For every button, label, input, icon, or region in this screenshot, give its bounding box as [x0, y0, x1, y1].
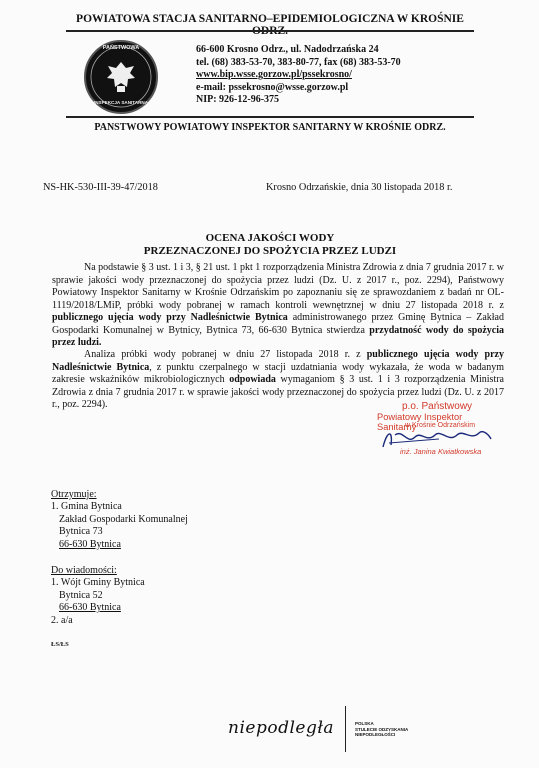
cc-line: 66-630 Bytnica	[59, 602, 121, 614]
p1-bold-2: przydatność wody do spożycia przez ludzi.	[52, 324, 504, 348]
stamp-line-3: w Krośnie Odrzańskim	[405, 422, 476, 429]
p2-bold-2: odpowiada	[229, 374, 276, 385]
document-title	[60, 232, 480, 258]
p1-text-2: administrowanego przez Gminę Bytnica – Zakład Gospodarki Komunalnej w Bytnicy, Bytnica 73, 66-630 Bytnica stwierdza	[52, 312, 504, 336]
contact-block	[196, 44, 401, 107]
header-divider-top	[66, 30, 474, 32]
cc-header: Do wiadomości:	[51, 565, 117, 576]
cc-line: 2. a/a	[51, 614, 73, 626]
p1-bold-1: publicznego ujęcia wody przy Nadleśnictwie Bytnica	[52, 312, 288, 323]
p2-text-3: wymaganiom § 3 ust. 1 i 3 rozporządzenia Ministra Zdrowia z dnia 7 grudnia 2017 r. w sprawie jakości wody przeznaczonej do spożycia przez ludzi (Dz. U. z 2017 r., poz. 2294).	[52, 374, 504, 410]
institution-name: POWIATOWA STACJA SANITARNO–EPIDEMIOLOGICZNA W KROŚNIE	[76, 13, 464, 25]
p2-text-1: Analiza próbki wody pobranej w dniu 27 listopada 2018 r. z	[84, 349, 367, 360]
p2-bold-1: publicznego ujęcia wody przy Nadleśnictwie Bytnica	[52, 349, 504, 373]
footer-text-line: POLSKA	[355, 721, 374, 726]
paragraph-1	[52, 262, 504, 350]
inspector-name: PANSTWOWY POWIATOWY INSPEKTOR SANITARNY W KROŚNIE ODRZ.	[94, 122, 446, 133]
recipient-line: 66-630 Bytnica	[59, 538, 121, 550]
title-line-2: PRZEZNACZONEJ DO SPOŻYCIA PRZEZ LUDZI	[143, 245, 397, 257]
contact-phone: tel. (68) 383-53-70, 383-80-77, fax (68) 383-53-70	[196, 56, 401, 68]
cc-block	[51, 565, 145, 627]
p2-text-2: , z punktu czerpalnego w stacji uzdatniania wody wykazała, że woda w badanym zakresie wskaźników mikrobiologicznych	[52, 361, 505, 385]
recipient-line: Zakład Gospodarki Komunalnej	[59, 513, 188, 525]
signatory-name: inż. Janina Kwiatkowska	[400, 447, 482, 456]
cc-line: Bytnica 52	[59, 589, 103, 601]
recipients-header: Otrzymuje:	[51, 489, 97, 500]
inspection-seal	[84, 40, 158, 114]
contact-address: 66-600 Krosno Odrz., ul. Nadodrzańska 24	[196, 44, 379, 55]
contact-nip: NIP: 926-12-96-375	[196, 94, 280, 106]
recipient-line: Bytnica 73	[59, 526, 103, 538]
reference-number: NS-HK-530-III-39-47/2018	[43, 182, 158, 193]
recipients-block	[51, 489, 188, 551]
place-date: Krosno Odrzańskie, dnia 30 listopada 2018 r.	[266, 182, 453, 193]
niepodlegla-logo: niepodległa	[228, 718, 334, 738]
recipient-line: 1. Gmina Bytnica	[51, 501, 122, 513]
contact-website-link[interactable]: www.bip.wsse.gorzow.pl/pssekrosno/	[196, 69, 352, 81]
stamp-line-1: p.o. Państwowy	[402, 401, 473, 412]
title-line-1: OCENA JAKOŚCI WODY	[205, 232, 335, 244]
footer-text	[355, 721, 408, 738]
header-divider-bottom	[66, 116, 474, 118]
footer-text-line: STULECIE ODZYSKANIA	[355, 726, 409, 732]
seal-text-top: PAŃSTWOWA	[102, 45, 140, 51]
cc-line: 1. Wójt Gminy Bytnica	[51, 577, 145, 589]
p1-text-1: Na podstawie § 3 ust. 1 i 3, § 21 ust. 1 pkt 1 rozporządzenia Ministra Zdrowia z dnia 7 grudnia 2017 r. w sprawie jakości wody przeznaczonej do spożycia przez ludzi (Dz. U. z 2017 r., poz. 2294), Państwowy Powiatowy Inspektor Sanitarny w Krośnie Odrzańskim po zapoznaniu się ze sprawozdaniem z badań nr OL-1119/2018/LMiP, próbki wody pobranej w ramach kontroli wewnętrznej w dniu 27 listopada 2018 r. z	[52, 262, 504, 311]
footer-text-line: NIEPODLEGŁOŚCI	[355, 732, 396, 737]
contact-email: e-mail: pssekrosno@wsse.gorzow.pl	[196, 81, 349, 93]
seal-text-bottom: INSPEKCJA SANITARNA	[93, 100, 149, 105]
author-initials: ŁS/ŁS	[51, 641, 69, 648]
footer-separator	[345, 706, 346, 752]
stamp-line-2: Powiatowy Inspektor Sanitarny	[377, 412, 463, 432]
